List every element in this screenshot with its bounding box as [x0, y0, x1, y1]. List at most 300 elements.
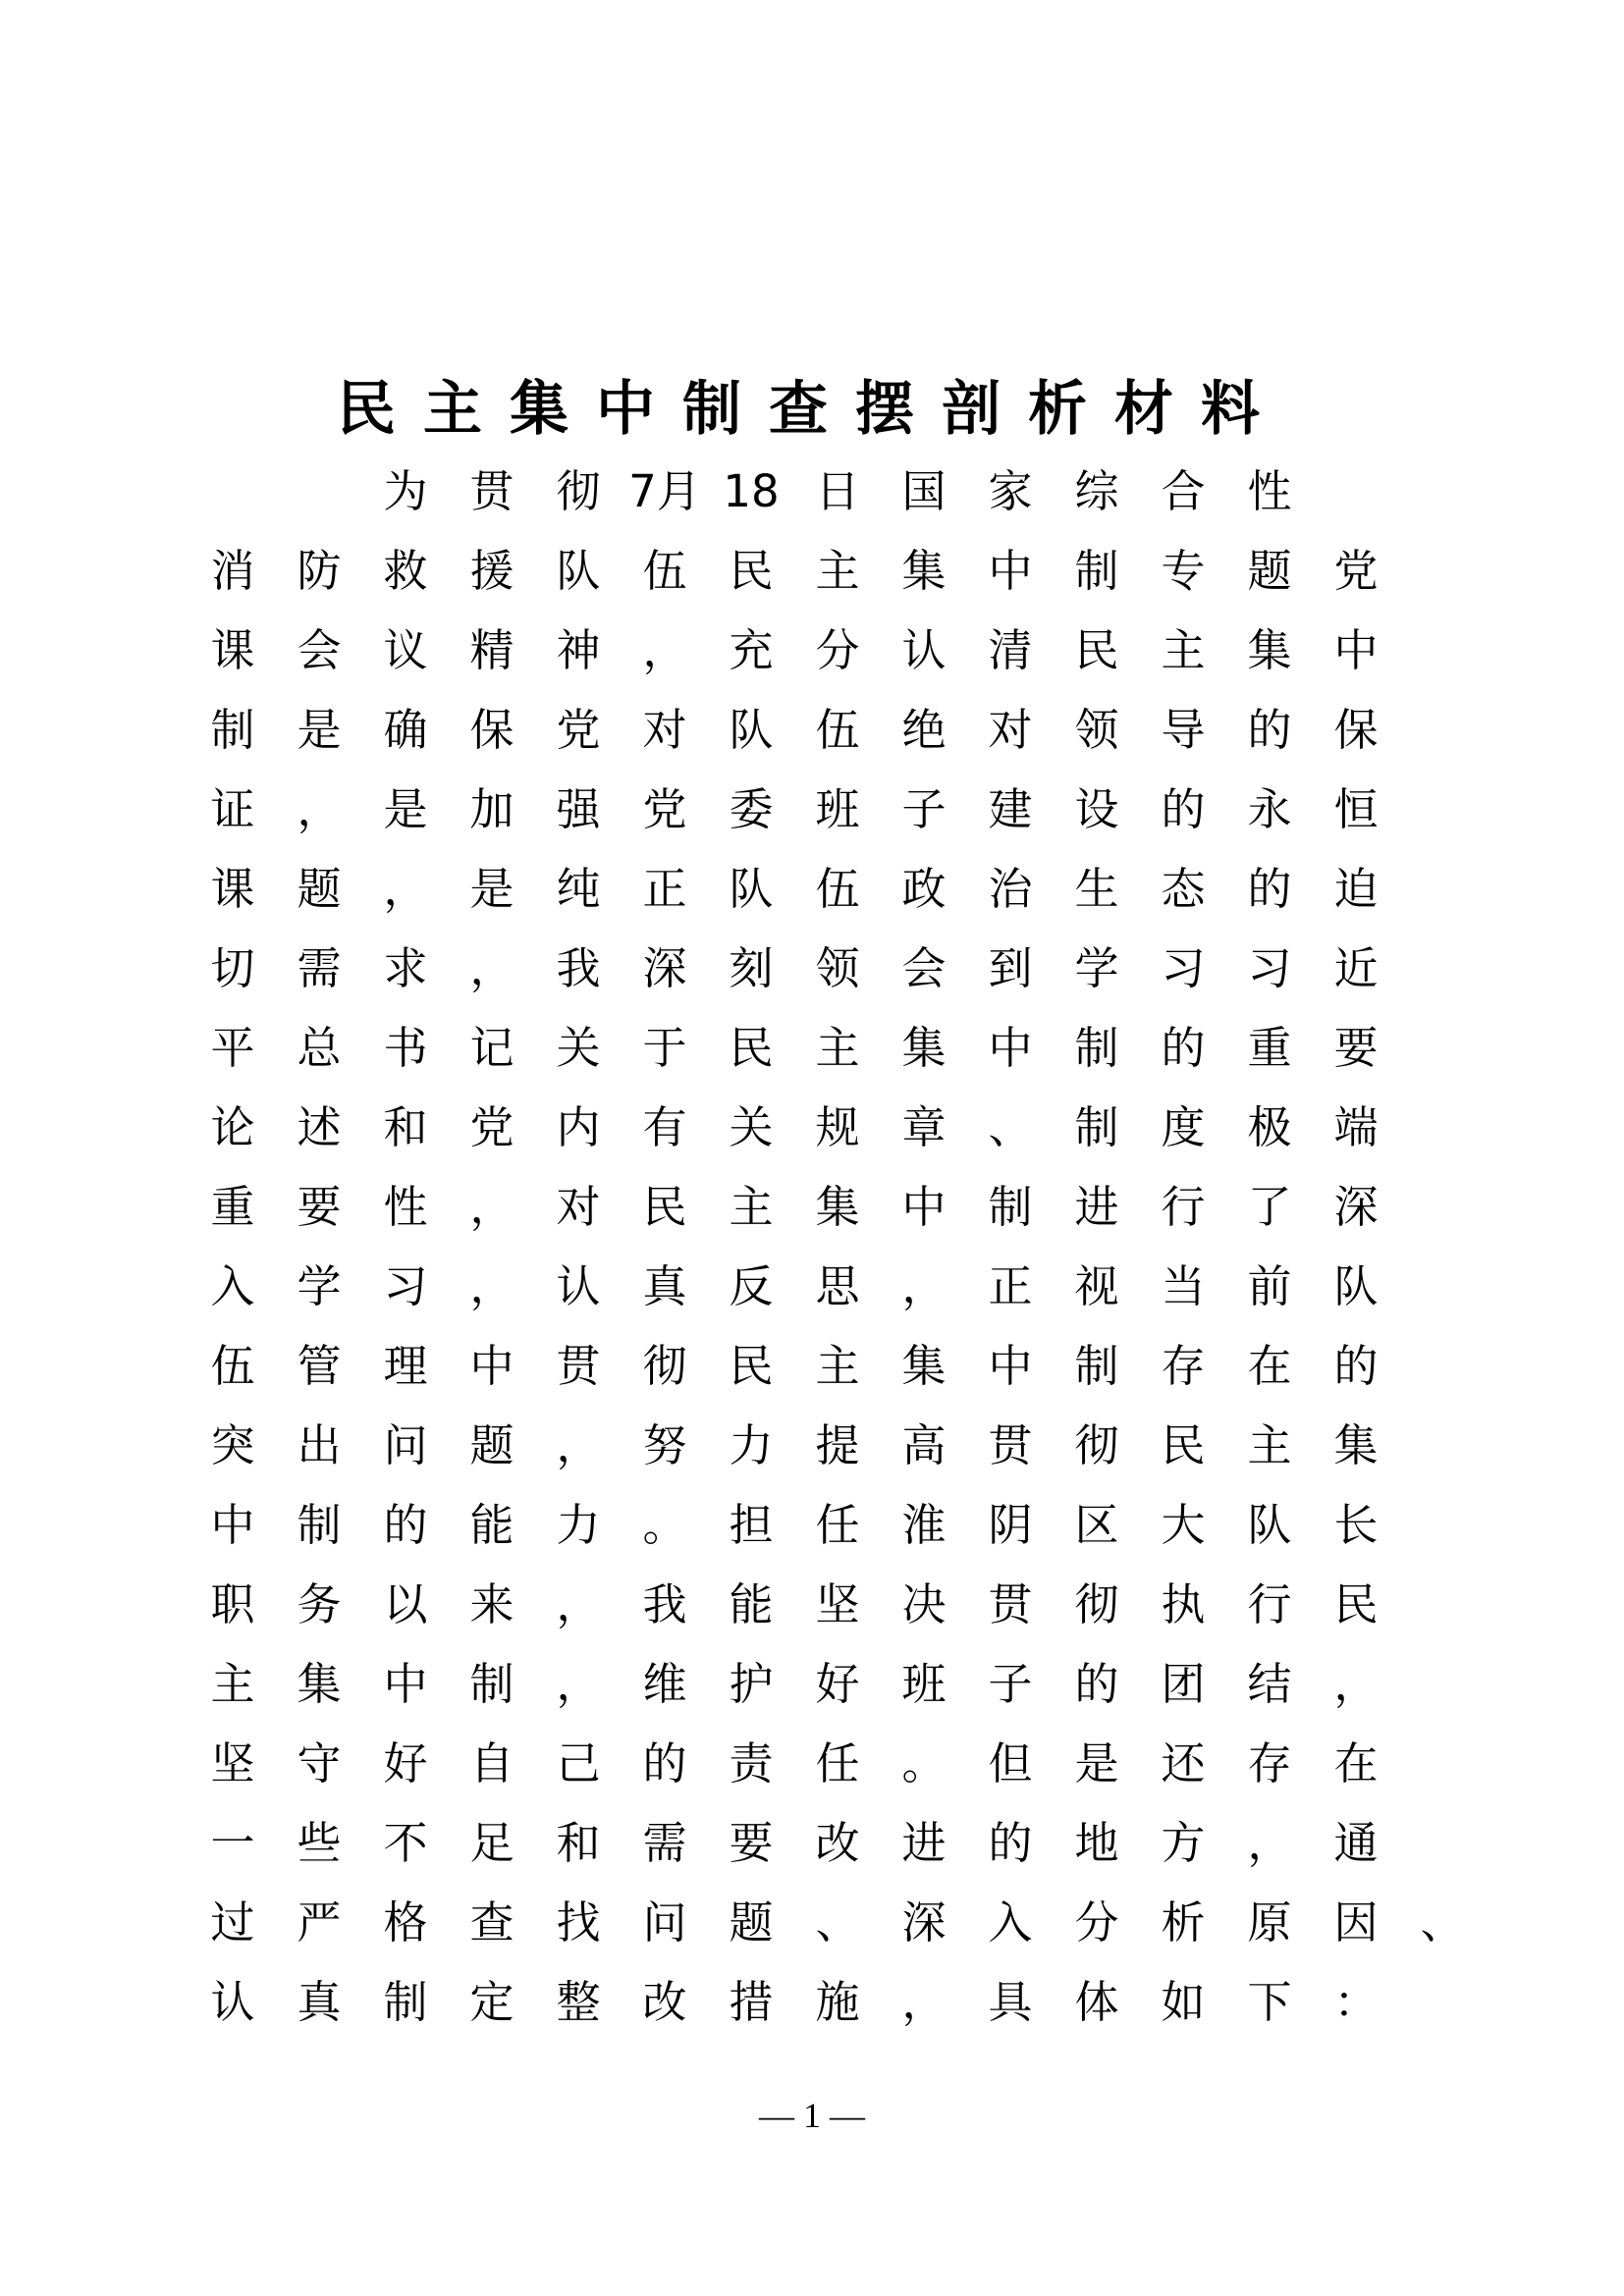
text-char: 中: [988, 1022, 1033, 1074]
text-char: 视: [1074, 1260, 1119, 1312]
text-char: 是: [469, 863, 514, 915]
text-line: [211, 531, 1448, 611]
text-line: [211, 1008, 1448, 1088]
text-char: 找: [556, 1896, 601, 1949]
text-char: 大: [1161, 1499, 1206, 1551]
text-char: 消: [210, 545, 255, 597]
text-char: 方: [1161, 1817, 1206, 1869]
text-char: 规: [815, 1101, 860, 1153]
text-char: 是: [1074, 1737, 1119, 1789]
text-char: 章: [901, 1101, 947, 1153]
text-line: [211, 452, 1448, 531]
text-char: ，: [556, 1578, 601, 1630]
text-char: 恒: [1333, 783, 1379, 835]
text-char: 查: [469, 1896, 514, 1949]
text-char: 整: [556, 1976, 601, 2028]
text-char: 贯: [988, 1578, 1033, 1630]
text-char: 精: [469, 624, 514, 676]
text-char: 真: [297, 1976, 342, 2028]
text-char: 进: [1074, 1181, 1119, 1233]
text-char: 集: [901, 545, 947, 597]
text-char: 重: [210, 1181, 255, 1233]
text-char: 在: [1247, 1340, 1292, 1392]
text-char: 总: [297, 1022, 342, 1074]
text-char: ，: [297, 783, 342, 835]
text-char: 进: [901, 1817, 947, 1869]
text-char: 中: [383, 1658, 428, 1710]
text-char: 防: [297, 545, 342, 597]
text-char: 中: [988, 545, 1033, 597]
text-char: 述: [297, 1101, 342, 1153]
text-char: 伍: [815, 704, 860, 756]
text-char: 当: [1161, 1260, 1206, 1312]
text-char: 定: [469, 1976, 514, 2028]
text-char: 坚: [210, 1737, 255, 1789]
text-char: 正: [988, 1260, 1033, 1312]
text-line: [211, 1406, 1448, 1485]
text-char: 绝: [901, 704, 947, 756]
text-char: 日: [815, 465, 860, 517]
text-char: 通: [1333, 1817, 1379, 1869]
text-char: 认: [556, 1260, 601, 1312]
text-char: 足: [469, 1817, 514, 1869]
text-char: 民: [1161, 1419, 1206, 1471]
text-char: ，: [642, 624, 687, 676]
text-char: 主: [210, 1658, 255, 1710]
text-char: 好: [383, 1737, 428, 1789]
text-char: 态: [1161, 863, 1206, 915]
text-char: 记: [469, 1022, 514, 1074]
text-line: [211, 1724, 1448, 1803]
text-char: 党: [642, 783, 687, 835]
text-char: 7月: [628, 465, 701, 517]
text-char: 还: [1161, 1737, 1206, 1789]
text-char: 要: [1333, 1022, 1379, 1074]
text-line: [211, 1962, 1448, 2042]
text-char: 的: [1247, 863, 1292, 915]
text-char: 贯: [988, 1419, 1033, 1471]
text-char: 如: [1161, 1976, 1206, 2028]
text-char: 对: [556, 1181, 601, 1233]
text-char: 措: [729, 1976, 774, 2028]
text-char: 主: [1247, 1419, 1292, 1471]
text-char: 加: [469, 783, 514, 835]
text-char: 迫: [1333, 863, 1379, 915]
text-char: 课: [210, 863, 255, 915]
text-char: 队: [556, 545, 601, 597]
text-char: 区: [1074, 1499, 1119, 1551]
text-char: 班: [815, 783, 860, 835]
text-char: 民: [1074, 624, 1119, 676]
text-char: 职: [210, 1578, 255, 1630]
text-char: 彻: [642, 1340, 687, 1392]
text-char: 理: [383, 1340, 428, 1392]
text-char: 体: [1074, 1976, 1119, 2028]
text-char: 存: [1161, 1340, 1206, 1392]
text-char: 切: [210, 942, 255, 994]
text-char: 制: [1074, 1022, 1119, 1074]
text-char: 集: [1247, 624, 1292, 676]
text-char: 我: [556, 942, 601, 994]
text-char: 集: [815, 1181, 860, 1233]
text-char: 的: [642, 1737, 687, 1789]
text-char: 思: [815, 1260, 860, 1312]
text-char: 力: [556, 1499, 601, 1551]
text-char: 正: [642, 863, 687, 915]
text-char: 反: [729, 1260, 774, 1312]
text-line: [211, 1247, 1448, 1326]
text-char: 保: [469, 704, 514, 756]
text-char: 队: [1333, 1260, 1379, 1312]
text-char: 中: [210, 1499, 255, 1551]
text-char: ，: [556, 1419, 601, 1471]
text-char: 高: [901, 1419, 947, 1471]
text-line: [211, 929, 1448, 1008]
text-char: 是: [383, 783, 428, 835]
text-char: 领: [815, 942, 860, 994]
text-char: 导: [1161, 704, 1206, 756]
text-char: 制: [210, 704, 255, 756]
text-char: 学: [1074, 942, 1119, 994]
text-char: 深: [901, 1896, 947, 1949]
text-char: ，: [556, 1658, 601, 1710]
text-char: 在: [1333, 1737, 1379, 1789]
text-char: 深: [642, 942, 687, 994]
text-char: 学: [297, 1260, 342, 1312]
text-line: [210, 1883, 1465, 1962]
text-char: 民: [729, 1022, 774, 1074]
text-char: 重: [1247, 1022, 1292, 1074]
text-char: 充: [729, 624, 774, 676]
text-char: 真: [642, 1260, 687, 1312]
text-char: 题: [469, 1419, 514, 1471]
text-char: 析: [1161, 1896, 1206, 1949]
text-char: 设: [1074, 783, 1119, 835]
text-char: 任: [815, 1499, 860, 1551]
text-char: 主: [1161, 624, 1206, 676]
text-char: 彻: [1074, 1419, 1119, 1471]
text-char: 坚: [815, 1578, 860, 1630]
text-char: 习: [1247, 942, 1292, 994]
text-char: 题: [729, 1896, 774, 1949]
text-char: 入: [210, 1260, 255, 1312]
text-char: 改: [815, 1817, 860, 1869]
text-char: ，: [1333, 1658, 1379, 1710]
text-char: 问: [383, 1419, 428, 1471]
text-char: 家: [988, 465, 1033, 517]
text-char: 18: [723, 465, 780, 517]
text-char: ：: [1333, 1976, 1379, 2028]
text-char: 到: [988, 942, 1033, 994]
text-char: 认: [901, 624, 947, 676]
text-line: [211, 849, 1448, 929]
text-char: 集: [901, 1022, 947, 1074]
text-char: 政: [901, 863, 947, 915]
text-char: 认: [210, 1976, 255, 2028]
text-char: 国: [901, 465, 947, 517]
text-char: ，: [469, 942, 514, 994]
text-char: 一: [210, 1817, 255, 1869]
document-title: 民主集中制查摆剖析材料: [337, 375, 1287, 444]
text-char: 永: [1247, 783, 1292, 835]
text-char: 集: [1333, 1419, 1379, 1471]
text-line: [211, 1485, 1448, 1565]
text-line: [211, 690, 1448, 770]
text-char: 责: [729, 1737, 774, 1789]
text-char: 但: [988, 1737, 1033, 1789]
text-char: 下: [1247, 1976, 1292, 2028]
text-line: [211, 1088, 1448, 1167]
text-char: 课: [210, 624, 255, 676]
text-char: 的: [383, 1499, 428, 1551]
text-char: 出: [297, 1419, 342, 1471]
text-char: 子: [988, 1658, 1033, 1710]
text-char: 行: [1161, 1181, 1206, 1233]
text-char: 担: [729, 1499, 774, 1551]
text-char: 集: [901, 1340, 947, 1392]
text-char: 保: [1333, 704, 1379, 756]
text-char: 题: [297, 863, 342, 915]
text-char: 内: [556, 1101, 601, 1153]
text-char: 伍: [210, 1340, 255, 1392]
text-char: 问: [642, 1896, 687, 1949]
text-char: 求: [383, 942, 428, 994]
text-char: 些: [297, 1817, 342, 1869]
text-char: 分: [1074, 1896, 1119, 1949]
text-char: 严: [297, 1896, 342, 1949]
text-char: 执: [1161, 1578, 1206, 1630]
text-char: 主: [815, 1022, 860, 1074]
text-char: 证: [210, 783, 255, 835]
text-char: 需: [297, 942, 342, 994]
text-char: 中: [469, 1340, 514, 1392]
text-line: [211, 1167, 1448, 1247]
text-char: 伍: [815, 863, 860, 915]
text-char: 彻: [1074, 1578, 1119, 1630]
text-char: 决: [901, 1578, 947, 1630]
text-char: 。: [901, 1737, 947, 1789]
text-char: 改: [642, 1976, 687, 2028]
text-char: 、: [815, 1896, 860, 1949]
text-char: 突: [210, 1419, 255, 1471]
text-char: [276, 452, 362, 531]
text-char: 于: [642, 1022, 687, 1074]
text-char: 领: [1074, 704, 1119, 756]
page-number: — 1 —: [759, 2096, 865, 2135]
text-char: 为: [383, 465, 428, 517]
text-char: 务: [297, 1578, 342, 1630]
text-char: 近: [1333, 942, 1379, 994]
text-char: 伍: [642, 545, 687, 597]
text-char: 端: [1333, 1101, 1379, 1153]
text-char: 合: [1161, 465, 1206, 517]
text-char: 建: [988, 783, 1033, 835]
text-char: 刻: [729, 942, 774, 994]
text-char: 对: [988, 704, 1033, 756]
text-char: 以: [383, 1578, 428, 1630]
text-char: 队: [1247, 1499, 1292, 1551]
text-char: 平: [210, 1022, 255, 1074]
text-char: 清: [988, 624, 1033, 676]
text-char: 治: [988, 863, 1033, 915]
text-char: 是: [297, 704, 342, 756]
text-char: 民: [642, 1181, 687, 1233]
text-char: 和: [383, 1101, 428, 1153]
text-char: 施: [815, 1976, 860, 2028]
text-char: 极: [1247, 1101, 1292, 1153]
body-text: [210, 452, 1465, 2042]
text-char: 团: [1161, 1658, 1206, 1710]
text-char: 制: [988, 1181, 1033, 1233]
text-char: 格: [383, 1896, 428, 1949]
text-char: 存: [1247, 1737, 1292, 1789]
text-char: 能: [469, 1499, 514, 1551]
text-line: [211, 1644, 1448, 1724]
text-char: 贯: [469, 465, 514, 517]
text-char: 主: [729, 1181, 774, 1233]
text-char: 不: [383, 1817, 428, 1869]
text-char: 来: [469, 1578, 514, 1630]
text-char: 要: [297, 1181, 342, 1233]
text-char: 了: [1247, 1181, 1292, 1233]
text-char: 的: [1247, 704, 1292, 756]
text-char: 中: [901, 1181, 947, 1233]
text-char: 党: [556, 704, 601, 756]
text-char: 己: [556, 1737, 601, 1789]
text-char: 对: [642, 704, 687, 756]
text-char: 长: [1333, 1499, 1379, 1551]
text-char: ，: [1247, 1817, 1292, 1869]
text-char: 确: [383, 704, 428, 756]
text-char: ，: [469, 1260, 514, 1312]
text-char: 前: [1247, 1260, 1292, 1312]
text-char: 会: [901, 942, 947, 994]
text-char: 的: [1161, 1022, 1206, 1074]
text-char: 关: [556, 1022, 601, 1074]
text-char: 。: [642, 1499, 687, 1551]
text-char: 专: [1161, 545, 1206, 597]
text-char: 结: [1247, 1658, 1292, 1710]
text-char: 要: [729, 1817, 774, 1869]
text-char: 会: [297, 624, 342, 676]
text-char: 需: [642, 1817, 687, 1869]
text-char: 能: [729, 1578, 774, 1630]
text-char: 论: [210, 1101, 255, 1153]
text-char: 综: [1074, 465, 1119, 517]
text-char: 入: [988, 1896, 1033, 1949]
text-char: 具: [988, 1976, 1033, 2028]
text-char: 行: [1247, 1578, 1292, 1630]
text-char: 和: [556, 1817, 601, 1869]
text-line: [211, 1565, 1448, 1644]
text-char: 努: [642, 1419, 687, 1471]
text-char: 性: [383, 1181, 428, 1233]
text-char: [189, 452, 276, 531]
text-char: 援: [469, 545, 514, 597]
text-char: 的: [1161, 783, 1206, 835]
text-char: ，: [383, 863, 428, 915]
text-char: 好: [815, 1658, 860, 1710]
text-char: ，: [901, 1976, 947, 2028]
text-char: 的: [988, 1817, 1033, 1869]
text-char: 彻: [556, 465, 601, 517]
text-char: 的: [1074, 1658, 1119, 1710]
text-line: [211, 770, 1448, 849]
text-char: ，: [901, 1260, 947, 1312]
text-char: 党: [1333, 545, 1379, 597]
text-char: 度: [1161, 1101, 1206, 1153]
text-char: 主: [815, 1340, 860, 1392]
text-char: 党: [469, 1101, 514, 1153]
text-char: 制: [1074, 1340, 1119, 1392]
text-char: 集: [297, 1658, 342, 1710]
text-char: 子: [901, 783, 947, 835]
text-char: 阴: [988, 1499, 1033, 1551]
text-char: 、: [988, 1101, 1033, 1153]
text-char: 管: [297, 1340, 342, 1392]
text-char: 任: [815, 1737, 860, 1789]
text-char: 神: [556, 624, 601, 676]
text-char: 力: [729, 1419, 774, 1471]
text-char: 班: [901, 1658, 947, 1710]
text-char: 制: [1074, 1101, 1119, 1153]
text-char: 制: [297, 1499, 342, 1551]
text-char: ，: [469, 1181, 514, 1233]
text-line: [211, 1326, 1448, 1406]
text-char: 淮: [901, 1499, 947, 1551]
text-char: 有: [642, 1101, 687, 1153]
text-char: 议: [383, 624, 428, 676]
text-char: 队: [729, 863, 774, 915]
text-char: 维: [642, 1658, 687, 1710]
text-char: 民: [1333, 1578, 1379, 1630]
text-char: 纯: [556, 863, 601, 915]
text-char: 守: [297, 1737, 342, 1789]
text-char: 、: [1420, 1896, 1465, 1949]
text-char: 强: [556, 783, 601, 835]
text-char: 的: [1333, 1340, 1379, 1392]
text-char: 主: [815, 545, 860, 597]
text-char: 救: [383, 545, 428, 597]
text-char: 分: [815, 624, 860, 676]
text-char: 性: [1247, 465, 1292, 517]
text-char: 护: [729, 1658, 774, 1710]
text-char: 提: [815, 1419, 860, 1471]
text-char: 因: [1333, 1896, 1379, 1949]
text-char: 原: [1247, 1896, 1292, 1949]
text-line: [211, 611, 1448, 690]
text-char: 民: [729, 1340, 774, 1392]
text-char: 制: [383, 1976, 428, 2028]
text-char: 制: [469, 1658, 514, 1710]
text-char: 民: [729, 545, 774, 597]
text-char: 书: [383, 1022, 428, 1074]
text-char: 中: [988, 1340, 1033, 1392]
text-char: 地: [1074, 1817, 1119, 1869]
text-char: 题: [1247, 545, 1292, 597]
text-char: 习: [383, 1260, 428, 1312]
text-char: 我: [642, 1578, 687, 1630]
text-char: 深: [1333, 1181, 1379, 1233]
text-char: 过: [210, 1896, 255, 1949]
text-char: 贯: [556, 1340, 601, 1392]
text-char: 委: [729, 783, 774, 835]
text-char: 自: [469, 1737, 514, 1789]
text-char: 中: [1333, 624, 1379, 676]
text-char: 习: [1161, 942, 1206, 994]
text-char: 队: [729, 704, 774, 756]
text-char: 关: [729, 1101, 774, 1153]
